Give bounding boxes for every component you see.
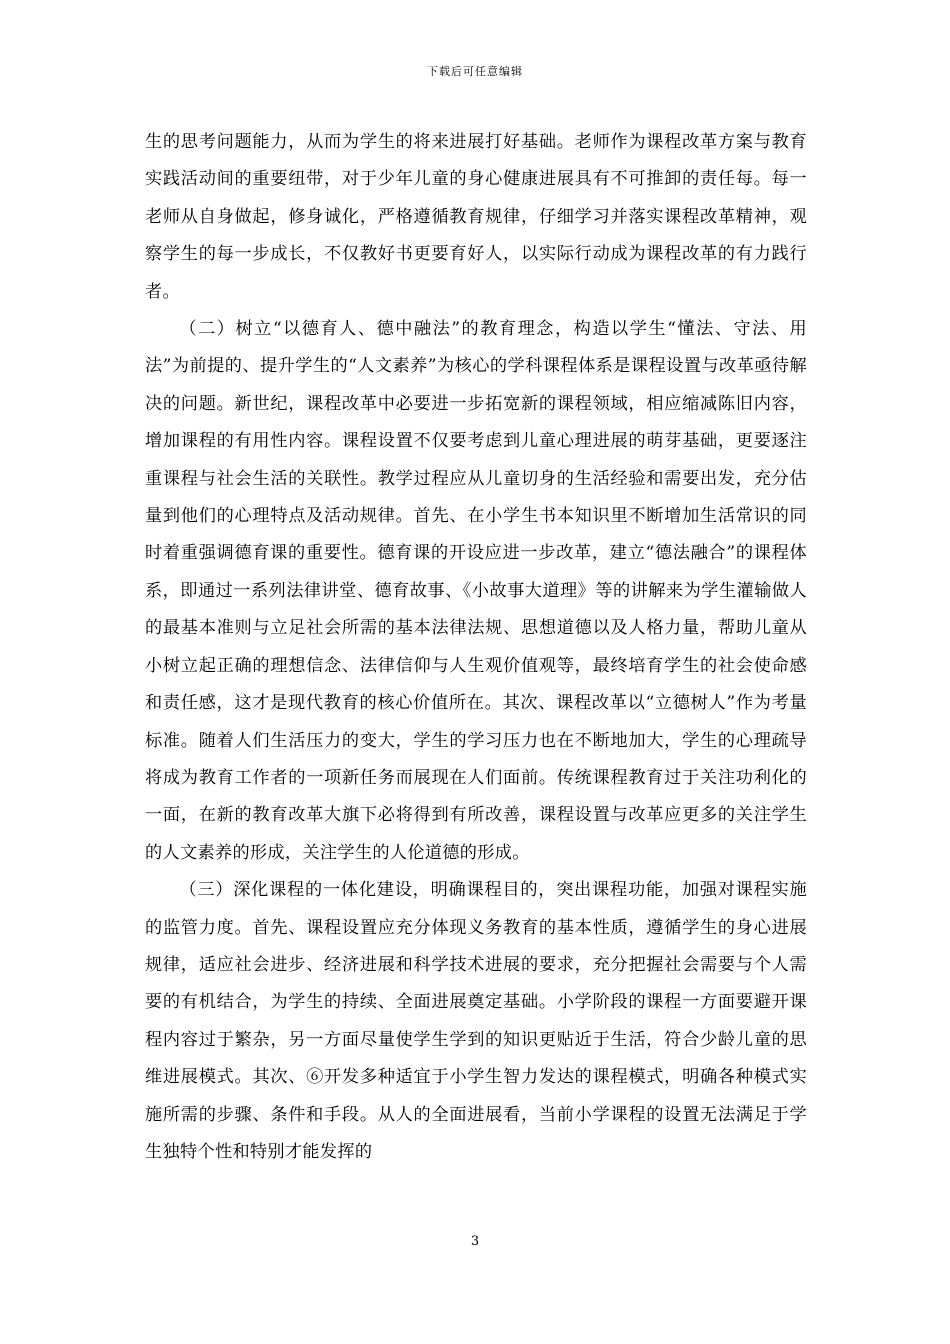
paragraph-section-three: （三）深化课程的一体化建设，明确课程目的，突出课程功能，加强对课程实施的监管力度。首先、课程设置应充分体现义务教育的基本性质，遵循学生的身心进展规律，适应社会进步、经济进展和科学技术进展的要求，充分把握社会需要与个人需要的有机结合，为学生的持续、全面进展奠定基础。小学阶段的课程一方面要避开课程内容过于繁杂，另一方面尽量使学生学到的知识更贴近于生活，符合少龄儿童的思维进展模式。其次、⑥开发多种适宜于小学生智力发达的课程模式，明确各种模式实施所需的步骤、条件和手段。从人的全面进展看，当前小学课程的设置无法满足于学生独特个性和特别才能发挥的: [145, 880, 807, 1162]
document-body: [145, 124, 807, 1171]
page-number: 3: [470, 1234, 480, 1249]
page-header: 下载后可任意编辑: [427, 65, 523, 78]
paragraph-continuation: 生的思考问题能力，从而为学生的将来进展打好基础。老师作为课程改革方案与教育实践活动间的重要纽带，对于少年儿童的身心健康进展具有不可推卸的责任每。每一老师从自身做起，修身诚化，严格遵循教育规律，仔细学习并落实课程改革精神，观察学生的每一步成长，不仅教好书更要育好人，以实际行动成为课程改革的有力践行者。: [145, 132, 807, 302]
paragraph-section-two: （二）树立“以德育人、德中融法”的教育理念，构造以学生“懂法、守法、用法”为前提的、提升学生的“人文素养”为核心的学科课程体系是课程设置与改革亟待解决的问题。新世纪，课程改革中必要进一步拓宽新的课程领域，相应缩减陈旧内容，增加课程的有用性内容。课程设置不仅要考虑到儿童心理进展的萌芽基础，更要逐注重课程与社会生活的关联性。教学过程应从儿童切身的生活经验和需要出发，充分估量到他们的心理特点及活动规律。首先、在小学生书本知识里不断增加生活常识的同时着重强调德育课的重要性。德育课的开设应进一步改革，建立“德法融合”的课程体系，即通过一系列法律讲堂、德育故事、《小故事大道理》等的讲解来为学生灌输做人的最基本准则与立足社会所需的基本法律法规、思想道德以及人格力量，帮助儿童从小树立起正确的理想信念、法律信仰与人生观价值观等，最终培育学生的社会使命感和责任感，这才是现代教育的核心价值所在。其次、课程改革以“立德树人”作为考量标准。随着人们生活压力的变大，学生的学习压力也在不断地加大，学生的心理疏导将成为教育工作者的一项新任务而展现在人们面前。传统课程教育过于关注功利化的一面，在新的教育改革大旗下必将得到有所改善，课程设置与改革应更多的关注学生的人文素养的形成，关注学生的人伦道德的形成。: [145, 319, 807, 863]
